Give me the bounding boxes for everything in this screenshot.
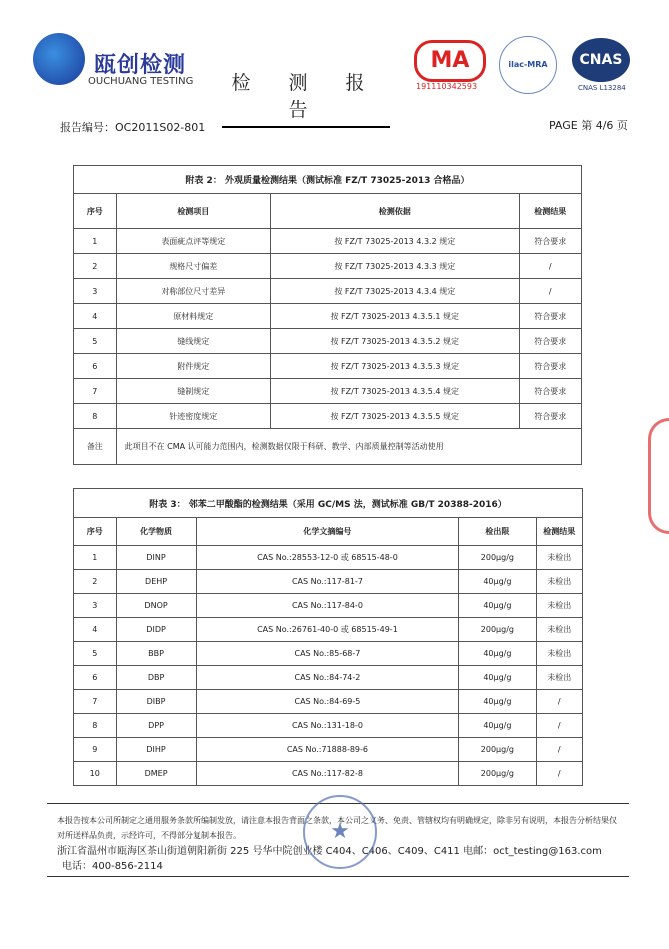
- table-cell: 7: [74, 379, 117, 404]
- table-cell: 40μg/g: [459, 594, 536, 618]
- table-cell: DMEP: [116, 762, 196, 786]
- table-row: [74, 570, 583, 594]
- table-cell: 未检出: [536, 546, 582, 570]
- table-cell: 1: [74, 546, 117, 570]
- table-cell: 规格尺寸偏差: [116, 254, 270, 279]
- column-header: 检测结果: [519, 194, 581, 229]
- table-cell: 原材料规定: [116, 304, 270, 329]
- disclaimer: 本报告按本公司所制定之通用服务条款所编制发放，请注意本报告背面之条款，本公司之义务、免责、管辖权均有明确规定，除非另有说明，本报告分析结果仅对所送样品负责，示经许可，不得部分复制本报告。: [57, 816, 617, 840]
- column-header: 检测结果: [536, 518, 582, 546]
- table-cell: /: [536, 762, 582, 786]
- table-cell: 按 FZ/T 73025-2013 4.3.3 规定: [271, 254, 520, 279]
- table-cell: 按 FZ/T 73025-2013 4.3.5.3 规定: [271, 354, 520, 379]
- table-cell: DPP: [116, 714, 196, 738]
- report-number: 报告编号：OC2011S02-801: [60, 121, 206, 134]
- table-cell: 5: [74, 642, 117, 666]
- table-row: [74, 329, 582, 354]
- table-cell: 未检出: [536, 594, 582, 618]
- table-cell: CAS No.:28553-12-0 或 68515-48-0: [196, 546, 459, 570]
- note-text: 此项目不在 CMA 认可能力范围内，检测数据仅限于科研、教学、内部质量控制等活动使用: [116, 429, 581, 465]
- phthalate-table: [73, 488, 583, 786]
- table-cell: 200μg/g: [459, 546, 536, 570]
- ilac-mra-logo: ilac-MRA: [499, 36, 557, 94]
- column-header: 化学物质: [116, 518, 196, 546]
- table-cell: 针迹密度规定: [116, 404, 270, 429]
- table-row: [74, 254, 582, 279]
- cma-logo: MA: [414, 40, 486, 82]
- column-header: 检测项目: [116, 194, 270, 229]
- table-cell: DEHP: [116, 570, 196, 594]
- table-cell: 未检出: [536, 570, 582, 594]
- address: 浙江省温州市瓯海区茶山街道朝阳新街 225 号华中院创业楼 C404、C406、C409、C411 电邮：oct_testing@163.com: [57, 846, 602, 857]
- table-cell: CAS No.:84-69-5: [196, 690, 459, 714]
- table-cell: 2: [74, 254, 117, 279]
- note-label: 备注: [74, 429, 117, 465]
- table-cell: DINP: [116, 546, 196, 570]
- table-cell: 200μg/g: [459, 738, 536, 762]
- table-cell: 对称部位尺寸差异: [116, 279, 270, 304]
- table-cell: /: [536, 690, 582, 714]
- table-cell: 3: [74, 594, 117, 618]
- table-cell: DBP: [116, 666, 196, 690]
- table-cell: 200μg/g: [459, 762, 536, 786]
- table-cell: 8: [74, 404, 117, 429]
- table-row: [74, 379, 582, 404]
- table-row: [74, 738, 583, 762]
- table-cell: 按 FZ/T 73025-2013 4.3.4 规定: [271, 279, 520, 304]
- appearance-quality-table: [73, 165, 582, 465]
- company-name-en: OUCHUANG TESTING: [88, 76, 194, 87]
- table-cell: 符合要求: [519, 354, 581, 379]
- table-cell: 按 FZ/T 73025-2013 4.3.5.2 规定: [271, 329, 520, 354]
- table-row: [74, 642, 583, 666]
- page-number: PAGE 第 4/6 页: [549, 119, 628, 132]
- table-cell: DIBP: [116, 690, 196, 714]
- table-cell: 按 FZ/T 73025-2013 4.3.5.4 规定: [271, 379, 520, 404]
- side-seal-icon: [648, 418, 669, 534]
- table-cell: 表面疵点评等规定: [116, 229, 270, 254]
- table-cell: 40μg/g: [459, 642, 536, 666]
- table-cell: 按 FZ/T 73025-2013 4.3.5.1 规定: [271, 304, 520, 329]
- table-cell: 按 FZ/T 73025-2013 4.3.2 规定: [271, 229, 520, 254]
- table-cell: 符合要求: [519, 404, 581, 429]
- table-cell: CAS No.:84-74-2: [196, 666, 459, 690]
- table-cell: 40μg/g: [459, 666, 536, 690]
- table-cell: 4: [74, 618, 117, 642]
- table-cell: /: [536, 714, 582, 738]
- table-cell: CAS No.:117-81-7: [196, 570, 459, 594]
- table-cell: 40μg/g: [459, 714, 536, 738]
- table-row: [74, 546, 583, 570]
- column-header: 序号: [74, 518, 117, 546]
- table-cell: 缝制规定: [116, 379, 270, 404]
- table-cell: 2: [74, 570, 117, 594]
- seal-star-icon: ★: [303, 795, 377, 869]
- table-cell: CAS No.:117-82-8: [196, 762, 459, 786]
- table-cell: 符合要求: [519, 229, 581, 254]
- table-cell: 40μg/g: [459, 690, 536, 714]
- table-cell: CAS No.:26761-40-0 或 68515-49-1: [196, 618, 459, 642]
- table-cell: /: [536, 738, 582, 762]
- table-cell: 6: [74, 666, 117, 690]
- column-header: 序号: [74, 194, 117, 229]
- table-row: [74, 304, 582, 329]
- table-cell: 4: [74, 304, 117, 329]
- table-row: [74, 762, 583, 786]
- company-logo-icon: [33, 33, 85, 85]
- table-row: [74, 618, 583, 642]
- table-cell: 按 FZ/T 73025-2013 4.3.5.5 规定: [271, 404, 520, 429]
- table-row: [74, 354, 582, 379]
- cnas-logo: CNAS: [572, 38, 630, 82]
- page-title: 检 测 报 告: [222, 68, 390, 128]
- table-cell: 7: [74, 690, 117, 714]
- table-cell: CAS No.:131-18-0: [196, 714, 459, 738]
- table-cell: /: [519, 254, 581, 279]
- table-cell: DNOP: [116, 594, 196, 618]
- column-header: 检测依据: [271, 194, 520, 229]
- table-cell: 未检出: [536, 618, 582, 642]
- table-row: [74, 279, 582, 304]
- table-row: [74, 666, 583, 690]
- table-cell: 200μg/g: [459, 618, 536, 642]
- table-cell: 40μg/g: [459, 570, 536, 594]
- table-cell: CAS No.:71888-89-6: [196, 738, 459, 762]
- table-cell: CAS No.:85-68-7: [196, 642, 459, 666]
- table-cell: DIHP: [116, 738, 196, 762]
- table-cell: DIDP: [116, 618, 196, 642]
- phone: 电话：400-856-2114: [62, 861, 163, 872]
- table-cell: CAS No.:117-84-0: [196, 594, 459, 618]
- table-cell: 1: [74, 229, 117, 254]
- column-header: 检出限: [459, 518, 536, 546]
- table-row: [74, 690, 583, 714]
- table-row: [74, 229, 582, 254]
- table-caption: 附表 2： 外观质量检测结果（测试标准 FZ/T 73025-2013 合格品）: [74, 166, 582, 194]
- table-cell: BBP: [116, 642, 196, 666]
- table-cell: 未检出: [536, 642, 582, 666]
- table-cell: 3: [74, 279, 117, 304]
- table-cell: 10: [74, 762, 117, 786]
- table-cell: /: [519, 279, 581, 304]
- table-cell: 5: [74, 329, 117, 354]
- table-cell: 6: [74, 354, 117, 379]
- cnas-number: CNAS L13284: [578, 84, 626, 92]
- table-cell: 缝线规定: [116, 329, 270, 354]
- table-cell: 符合要求: [519, 379, 581, 404]
- table-cell: 8: [74, 714, 117, 738]
- table-caption: 附表 3： 邻苯二甲酸酯的检测结果（采用 GC/MS 法，测试标准 GB/T 20388-2016）: [74, 489, 583, 518]
- table-cell: 9: [74, 738, 117, 762]
- company-name-cn: 瓯创检测: [94, 53, 187, 78]
- table-row: [74, 594, 583, 618]
- table-cell: 符合要求: [519, 304, 581, 329]
- table-row: [74, 714, 583, 738]
- column-header: 化学文摘编号: [196, 518, 459, 546]
- table-cell: 符合要求: [519, 329, 581, 354]
- table-row: [74, 404, 582, 429]
- cma-number: 191110342593: [416, 82, 478, 91]
- table-cell: 未检出: [536, 666, 582, 690]
- table-cell: 附件规定: [116, 354, 270, 379]
- footer-divider: [47, 876, 629, 877]
